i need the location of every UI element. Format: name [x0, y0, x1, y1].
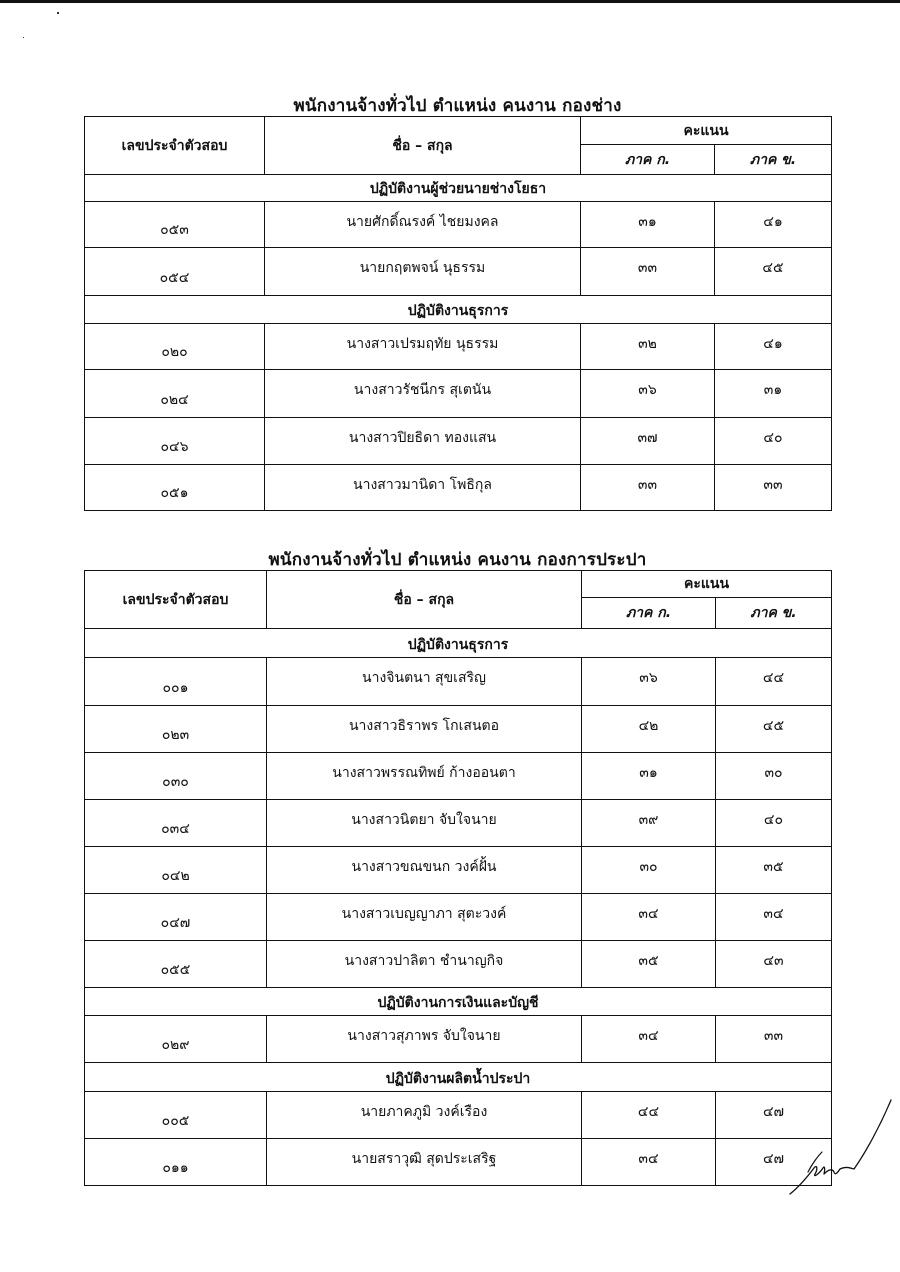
header-part-b: ภาค ข.	[715, 145, 832, 175]
score-part-b: ๓๔	[716, 894, 832, 941]
exam-id: ๐๐๕	[85, 1092, 267, 1139]
exam-id: ๐๓๐	[85, 753, 267, 800]
header-exam-id: เลขประจำตัวสอบ	[85, 117, 265, 175]
exam-id: ๐๒๙	[85, 1016, 267, 1063]
score-part-a: ๓๑	[582, 753, 716, 800]
exam-id: ๐๒๐	[85, 324, 265, 370]
exam-id: ๐๔๒	[85, 847, 267, 894]
table-row	[85, 1016, 832, 1063]
score-part-a: ๓๕	[582, 941, 716, 988]
candidate-name: นางสาวปาลิตา ชำนาญกิจ	[267, 941, 582, 988]
candidate-name: นางจินตนา สุขเสริญ	[267, 658, 582, 706]
score-table	[84, 570, 832, 1186]
candidate-name: นางสาวขณขนก วงค์ฝั้น	[267, 847, 582, 894]
candidate-name: นางสาวสุภาพร จับใจนาย	[267, 1016, 582, 1063]
table-row	[85, 847, 832, 894]
score-part-b: ๔๕	[715, 248, 832, 296]
group-heading: ปฏิบัติงานการเงินและบัญชี	[85, 988, 832, 1016]
section-title: พนักงานจ้างทั่วไป ตำแหน่ง คนงาน กองช่าง	[293, 96, 622, 116]
score-part-b: ๓๐	[716, 753, 832, 800]
candidate-name: นางสาวธิราพร โกเสนตอ	[267, 706, 582, 753]
table-row	[85, 800, 832, 847]
score-part-b: ๔๑	[715, 202, 832, 248]
score-part-b: ๓๓	[715, 465, 832, 511]
score-part-a: ๓๖	[582, 658, 716, 706]
header-full-name: ชื่อ – สกุล	[267, 571, 582, 629]
candidate-name: นางสาวพรรณทิพย์ ก้างออนตา	[267, 753, 582, 800]
score-part-a: ๓๗	[581, 418, 715, 465]
score-table	[84, 116, 832, 511]
candidate-name: นายกฤตพจน์ นุธรรม	[265, 248, 581, 296]
score-part-a: ๓๔	[582, 1139, 716, 1186]
table-row	[85, 324, 832, 370]
exam-id: ๐๓๔	[85, 800, 267, 847]
score-part-b: ๓๕	[716, 847, 832, 894]
table-row	[85, 248, 832, 296]
table-row	[85, 202, 832, 248]
score-part-b: ๓๓	[716, 1016, 832, 1063]
table-row	[85, 465, 832, 511]
scan-speck	[57, 12, 59, 14]
page-top-border	[0, 0, 900, 3]
score-part-b: ๔๔	[716, 658, 832, 706]
section-title: พนักงานจ้างทั่วไป ตำแหน่ง คนงาน กองการประปา	[268, 550, 647, 570]
header-score: คะแนน	[581, 117, 832, 145]
table-row	[85, 1139, 832, 1186]
exam-id: ๐๔๖	[85, 418, 265, 465]
score-part-a: ๓๐	[582, 847, 716, 894]
exam-id: ๐๕๕	[85, 941, 267, 988]
table-row	[85, 658, 832, 706]
score-part-b: ๔๕	[716, 706, 832, 753]
score-part-a: ๓๔	[582, 1016, 716, 1063]
score-part-a: ๓๓	[581, 465, 715, 511]
score-part-a: ๓๖	[581, 370, 715, 418]
candidate-name: นางสาวมานิดา โพธิกุล	[265, 465, 581, 511]
candidate-name: นางสาวเปรมฤทัย นุธรรม	[265, 324, 581, 370]
score-part-b: ๔๗	[716, 1092, 832, 1139]
group-heading: ปฏิบัติงานผู้ช่วยนายช่างโยธา	[85, 175, 832, 202]
header-full-name: ชื่อ – สกุล	[265, 117, 581, 175]
group-heading: ปฏิบัติงานธุรการ	[85, 629, 832, 658]
score-part-a: ๓๙	[582, 800, 716, 847]
header-part-a: ภาค ก.	[582, 598, 716, 629]
exam-id: ๐๐๑	[85, 658, 267, 706]
header-part-b: ภาค ข.	[716, 598, 832, 629]
group-heading: ปฏิบัติงานผลิตน้ำประปา	[85, 1063, 832, 1092]
table-row	[85, 418, 832, 465]
candidate-name: นางสาวปิยธิดา ทองแสน	[265, 418, 581, 465]
score-part-a: ๔๔	[582, 1092, 716, 1139]
exam-id: ๐๕๑	[85, 465, 265, 511]
score-part-b: ๔๓	[716, 941, 832, 988]
exam-id: ๐๕๔	[85, 248, 265, 296]
exam-id: ๐๕๓	[85, 202, 265, 248]
candidate-name: นางสาวรัชนีกร สุเตนัน	[265, 370, 581, 418]
exam-id: ๐๔๗	[85, 894, 267, 941]
header-part-a: ภาค ก.	[581, 145, 715, 175]
score-part-b: ๔๑	[715, 324, 832, 370]
candidate-name: นางสาวนิตยา จับใจนาย	[267, 800, 582, 847]
score-part-a: ๓๔	[582, 894, 716, 941]
scan-speck	[23, 37, 24, 38]
group-heading: ปฏิบัติงานธุรการ	[85, 296, 832, 324]
score-part-a: ๓๑	[581, 202, 715, 248]
table-row	[85, 753, 832, 800]
score-part-a: ๓๒	[581, 324, 715, 370]
table-row	[85, 941, 832, 988]
candidate-name: นายสราวุฒิ สุดประเสริฐ	[267, 1139, 582, 1186]
score-part-a: ๔๒	[582, 706, 716, 753]
signature-mark	[788, 1090, 893, 1200]
score-part-b: ๔๐	[715, 418, 832, 465]
table-row	[85, 370, 832, 418]
table-row	[85, 1092, 832, 1139]
candidate-name: นายศักดิ์ณรงค์ ไชยมงคล	[265, 202, 581, 248]
header-score: คะแนน	[582, 571, 832, 598]
score-part-b: ๔๗	[716, 1139, 832, 1186]
exam-id: ๐๒๓	[85, 706, 267, 753]
header-exam-id: เลขประจำตัวสอบ	[85, 571, 267, 629]
table-row	[85, 706, 832, 753]
candidate-name: นางสาวเบญญาภา สุตะวงค์	[267, 894, 582, 941]
score-part-b: ๔๐	[716, 800, 832, 847]
table-row	[85, 894, 832, 941]
exam-id: ๐๒๔	[85, 370, 265, 418]
score-part-a: ๓๓	[581, 248, 715, 296]
score-part-b: ๓๑	[715, 370, 832, 418]
candidate-name: นายภาคภูมิ วงค์เรือง	[267, 1092, 582, 1139]
exam-id: ๐๑๑	[85, 1139, 267, 1186]
